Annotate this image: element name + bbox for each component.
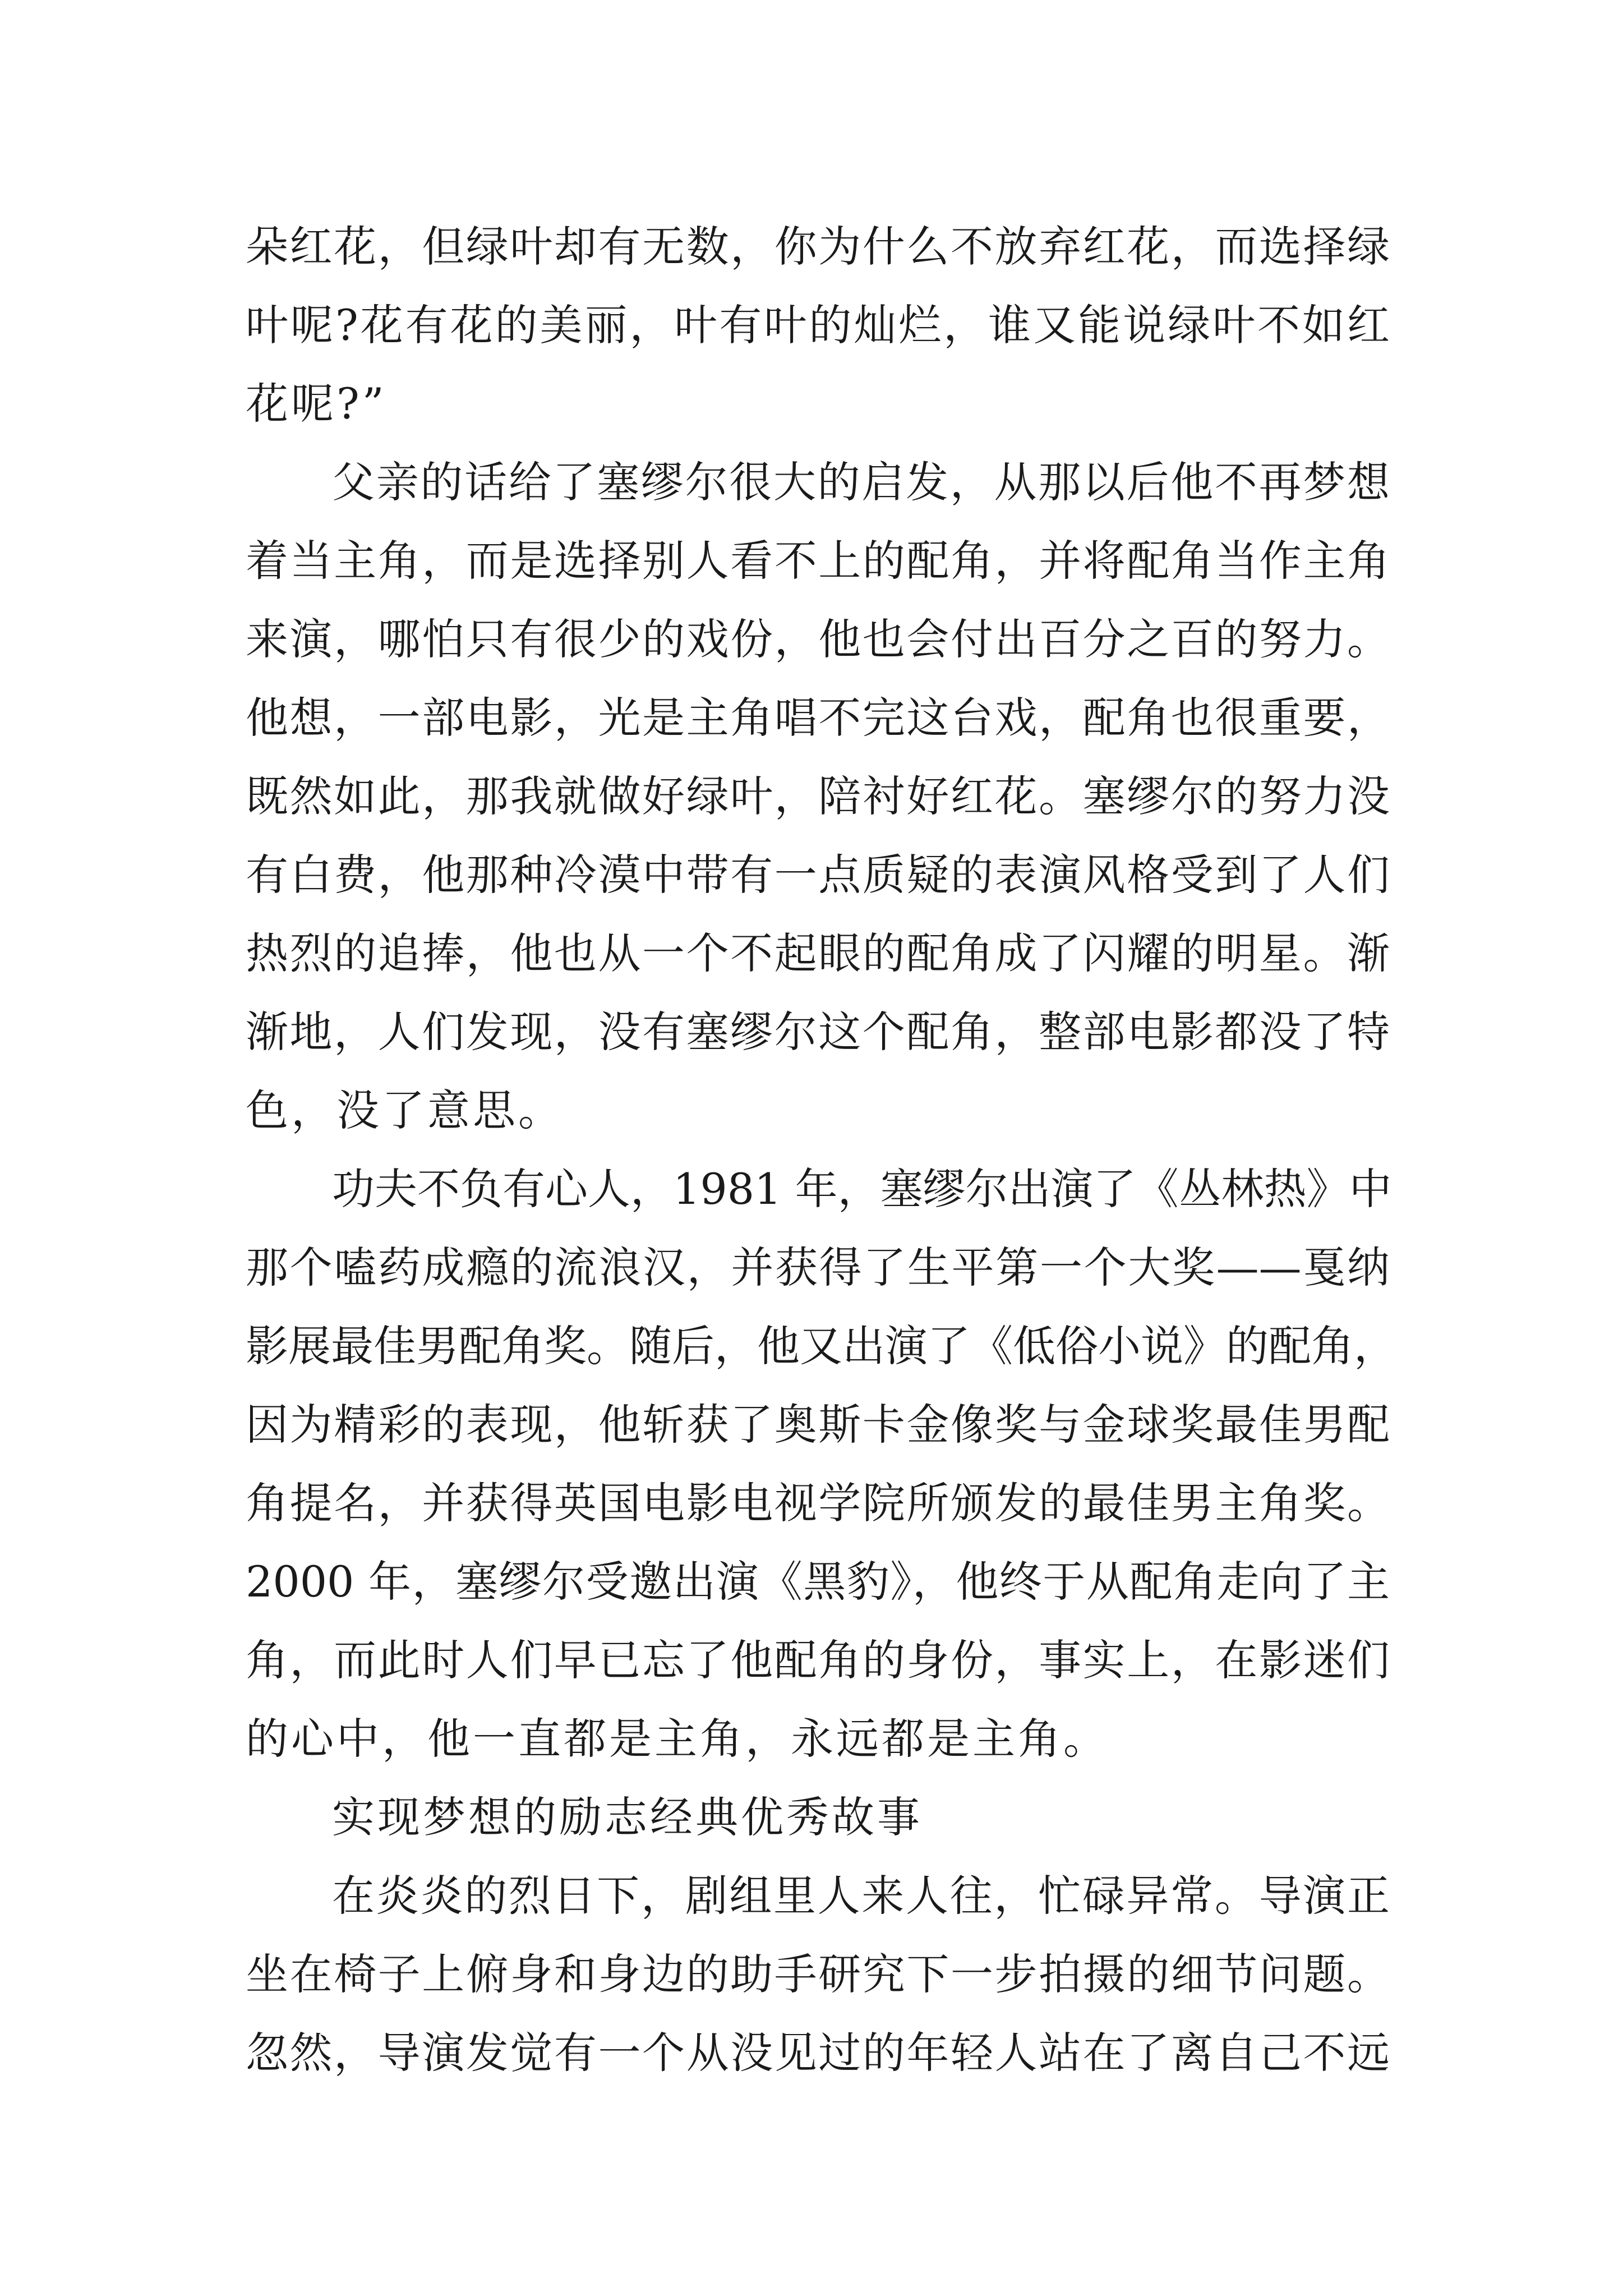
text-line: 渐地，人们发现，没有塞缪尔这个配角，整部电影都没了特 (246, 1007, 1390, 1057)
text-line: 有白费，他那种冷漠中带有一点质疑的表演风格受到了人们 (246, 850, 1390, 900)
text-line: 2000 年，塞缪尔受邀出演《黑豹》，他终于从配角走向了主 (246, 1557, 1390, 1607)
text-line: 着当主角，而是选择别人看不上的配角，并将配角当作主角 (246, 536, 1390, 586)
text-line: 既然如此，那我就做好绿叶，陪衬好红花。塞缪尔的努力没 (246, 771, 1390, 821)
text-line: 忽然，导演发觉有一个从没见过的年轻人站在了离自己不远 (246, 2028, 1390, 2078)
text-line: 那个嗑药成瘾的流浪汉，并获得了生平第一个大奖——戛纳 (246, 1243, 1390, 1292)
text-line: 坐在椅子上俯身和身边的助手研究下一步拍摄的细节问题。 (246, 1949, 1390, 1999)
text-line: 他想，一部电影，光是主角唱不完这台戏，配角也很重要， (246, 693, 1390, 743)
text-line: 来演，哪怕只有很少的戏份，他也会付出百分之百的努力。 (246, 614, 1390, 664)
section-heading: 实现梦想的励志经典优秀故事 (332, 1792, 923, 1842)
text-line: 角提名，并获得英国电影电视学院所颁发的最佳男主角奖。 (246, 1478, 1390, 1528)
text-line: 因为精彩的表现，他斩获了奥斯卡金像奖与金球奖最佳男配 (246, 1400, 1390, 1450)
text-line: 花呢?” (246, 379, 387, 429)
text-line: 影展最佳男配角奖。随后，他又出演了《低俗小说》的配角， (246, 1321, 1396, 1371)
text-line: 叶呢?花有花的美丽，叶有叶的灿烂，谁又能说绿叶不如红 (246, 300, 1390, 350)
text-line: 的心中，他一直都是主角，永远都是主角。 (246, 1714, 1109, 1764)
text-line: 角，而此时人们早已忘了他配角的身份，事实上，在影迷们 (246, 1635, 1390, 1685)
text-line: 朵红花，但绿叶却有无数，你为什么不放弃红花，而选择绿 (246, 222, 1390, 272)
text-line: 热烈的追捧，他也从一个不起眼的配角成了闪耀的明星。渐 (246, 928, 1390, 978)
paragraph-first-line: 父亲的话给了塞缪尔很大的启发，从那以后他不再梦想 (332, 457, 1390, 507)
paragraph-first-line: 在炎炎的烈日下，剧组里人来人往，忙碌异常。导演正 (332, 1871, 1390, 1921)
paragraph-first-line: 功夫不负有心人，1981 年，塞缪尔出演了《丛林热》中 (332, 1164, 1392, 1214)
text-line: 色，没了意思。 (246, 1085, 564, 1135)
